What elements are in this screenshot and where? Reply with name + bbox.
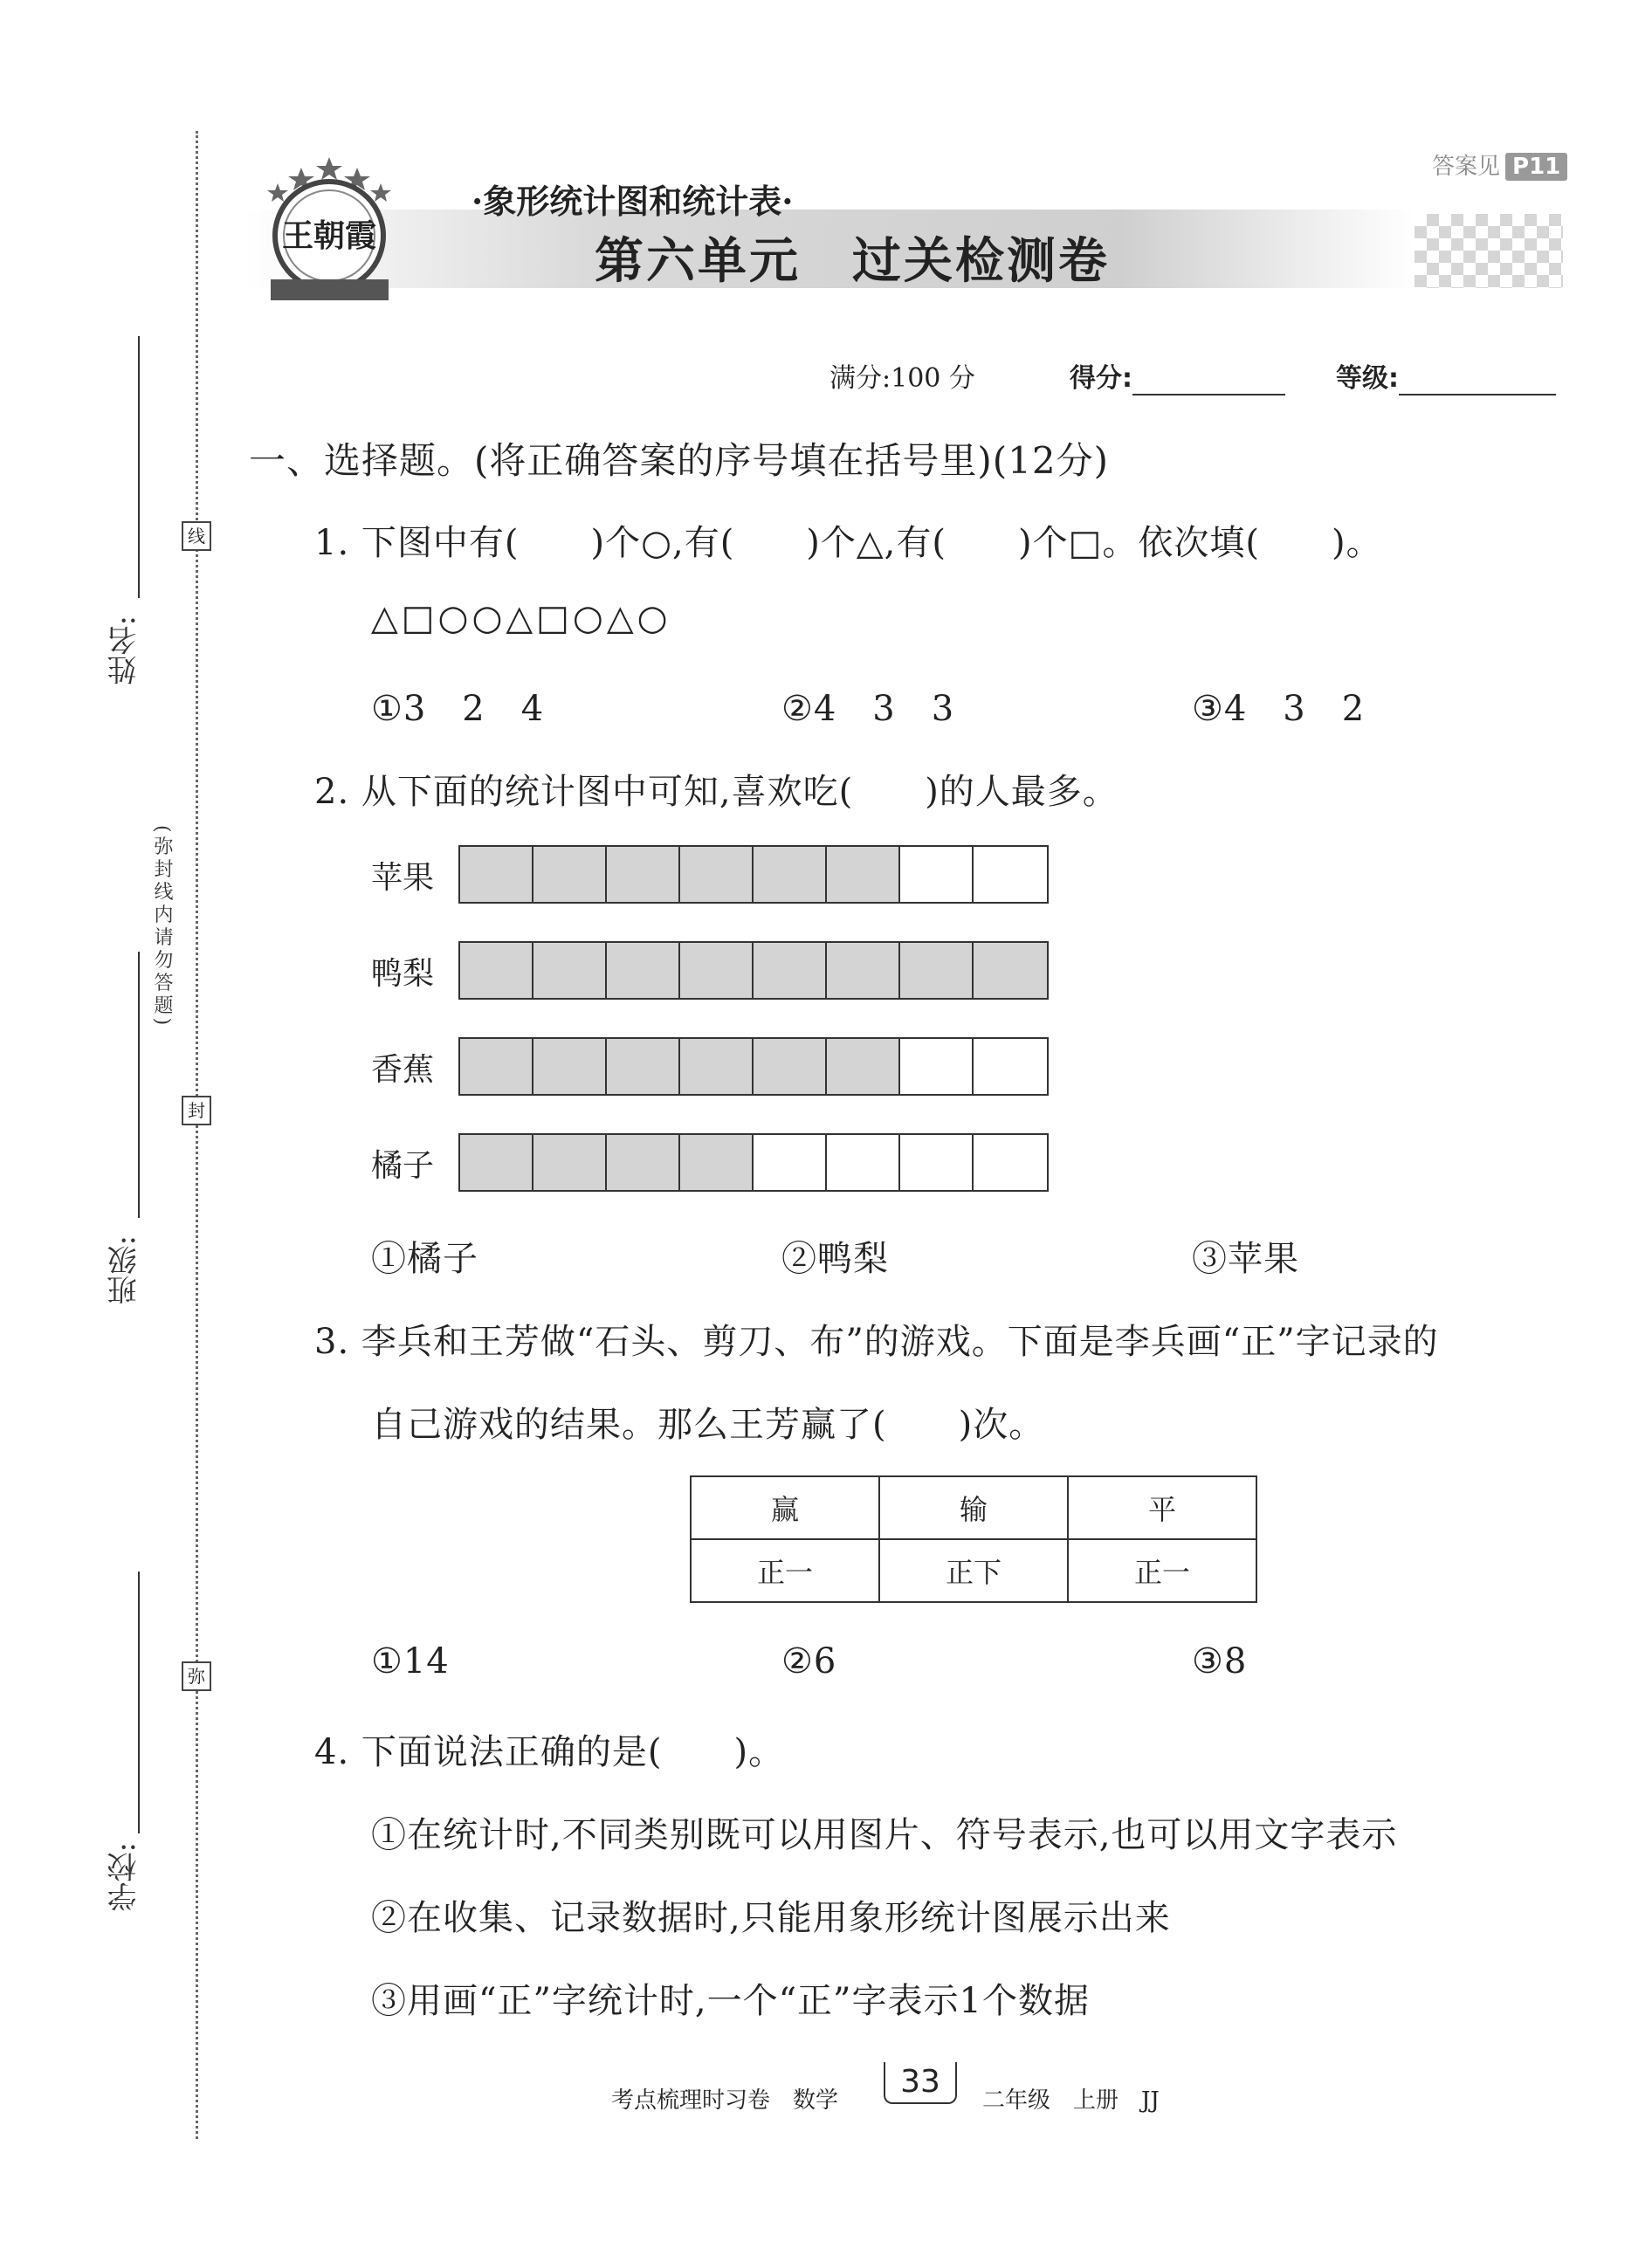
score-blank[interactable] [1132,363,1285,395]
margin-tag-feng: 封 [182,1096,211,1125]
q2-option-1: ①橘子 [371,1239,478,1279]
tally-header: 赢 [691,1476,879,1539]
chart-filled-cell [533,1135,607,1190]
chart-empty-cell [754,1135,827,1190]
chart-filled-cell [754,943,827,998]
chart-bar [458,1037,1049,1096]
tally-value: 正一 [691,1539,879,1602]
chart-empty-cell [827,1135,900,1190]
chart-filled-cell [460,1135,533,1190]
chart-empty-cell [974,1039,1047,1094]
chart-filled-cell [460,847,533,902]
chart-filled-cell [680,1135,754,1190]
page-title: 第六单元 过关检测卷 [595,232,1110,290]
chart-filled-cell [680,943,754,998]
chart-filled-cell [460,943,533,998]
q3-stem-line2: 自己游戏的结果。那么王芳赢了( )次。 [371,1405,1045,1445]
q3-option-1: ①14 [371,1641,450,1682]
q2-stem: 2. 从下面的统计图中可知,喜欢吃( )的人最多。 [314,772,1119,812]
chart-filled-cell [533,847,607,902]
chart-filled-cell [900,943,974,998]
chart-filled-cell [827,943,900,998]
answer-page-badge: P11 [1505,153,1567,181]
chart-filled-cell [827,847,900,902]
chart-empty-cell [900,847,974,902]
name-line[interactable] [138,336,140,598]
q3-stem-line1: 3. 李兵和王芳做“石头、剪刀、布”的游戏。下面是李兵画“正”字记录的 [314,1322,1439,1362]
margin-tag-xian: 线 [182,521,211,551]
chart-filled-cell [607,1039,680,1094]
q1-option-1: ①3 2 4 [371,689,545,729]
chart-filled-cell [607,847,680,902]
chart-bar [458,845,1049,904]
q1-stem: 1. 下图中有( )个○,有( )个△,有( )个□。依次填( )。 [314,523,1382,563]
footer-right: 二年级 上册 JJ [982,2087,1160,2114]
chart-filled-cell [754,1039,827,1094]
q4-stem: 4. 下面说法正确的是( )。 [314,1732,785,1772]
q4-option-1: ①在统计时,不同类别既可以用图片、符号表示,也可以用文字表示 [371,1815,1398,1855]
grade-label: 等级: [1336,363,1399,394]
name-label: 姓名: [107,616,142,685]
chart-filled-cell [607,943,680,998]
answer-reference [1432,148,1567,181]
chart-filled-cell [533,1039,607,1094]
q3-option-3: ③8 [1192,1641,1248,1682]
chart-label: 橘子 [371,1148,435,1184]
binding-dotted-line [196,131,198,2139]
chart-filled-cell [754,847,827,902]
tally-value: 正一 [1068,1539,1256,1602]
chart-filled-cell [827,1039,900,1094]
tally-header: 平 [1068,1476,1256,1539]
chart-label: 鸭梨 [371,956,435,992]
answer-ref-label: 答案见 [1432,154,1501,180]
tally-value-row [691,1539,1256,1602]
chart-filled-cell [974,943,1047,998]
chart-label: 苹果 [371,860,435,896]
chart-empty-cell [974,847,1047,902]
tally-table [690,1475,1257,1603]
logo-text: 王朝霞 [281,217,377,254]
score-label: 得分: [1070,363,1132,394]
chart-empty-cell [974,1135,1047,1190]
chart-filled-cell [680,847,754,902]
class-line[interactable] [138,952,140,1218]
chart-filled-cell [460,1039,533,1094]
q1-option-3: ③4 3 2 [1192,689,1366,729]
chart-empty-cell [900,1135,974,1190]
q2-option-2: ②鸭梨 [781,1239,889,1279]
unit-subtitle: ·象形统计图和统计表· [472,182,794,221]
q3-option-2: ②6 [781,1641,837,1682]
tally-value: 正下 [879,1539,1068,1602]
school-label: 学校: [107,1842,142,1912]
chart-bar [458,941,1049,1000]
page-number: 33 [884,2062,957,2104]
chart-filled-cell [533,943,607,998]
tally-header-row [691,1476,1256,1539]
q4-option-2: ②在收集、记录数据时,只能用象形统计图展示出来 [371,1898,1171,1938]
score-field [1070,356,1285,395]
section-heading: 一、选择题。(将正确答案的序号填在括号里)(12分) [249,439,1109,482]
chart-filled-cell [607,1135,680,1190]
q2-option-3: ③苹果 [1192,1239,1299,1279]
tally-header: 输 [879,1476,1068,1539]
class-label: 班级: [107,1235,142,1305]
q4-option-3: ③用画“正”字统计时,一个“正”字表示1个数据 [371,1981,1090,2021]
chart-empty-cell [900,1039,974,1094]
chart-bar [458,1133,1049,1192]
grade-field [1336,356,1556,395]
q1-shapes: △□○○△□○△○ [371,598,671,638]
grade-blank[interactable] [1399,363,1556,395]
footer-left: 考点梳理时习卷 数学 [611,2087,839,2114]
chart-filled-cell [680,1039,754,1094]
full-score: 满分:100 分 [829,363,975,394]
seal-line-note: (弥封线内请勿答题) [151,825,173,1029]
margin-tag-mi: 弥 [182,1661,211,1691]
school-line[interactable] [138,1572,140,1833]
q1-option-2: ②4 3 3 [781,689,955,729]
chart-label: 香蕉 [371,1052,435,1088]
